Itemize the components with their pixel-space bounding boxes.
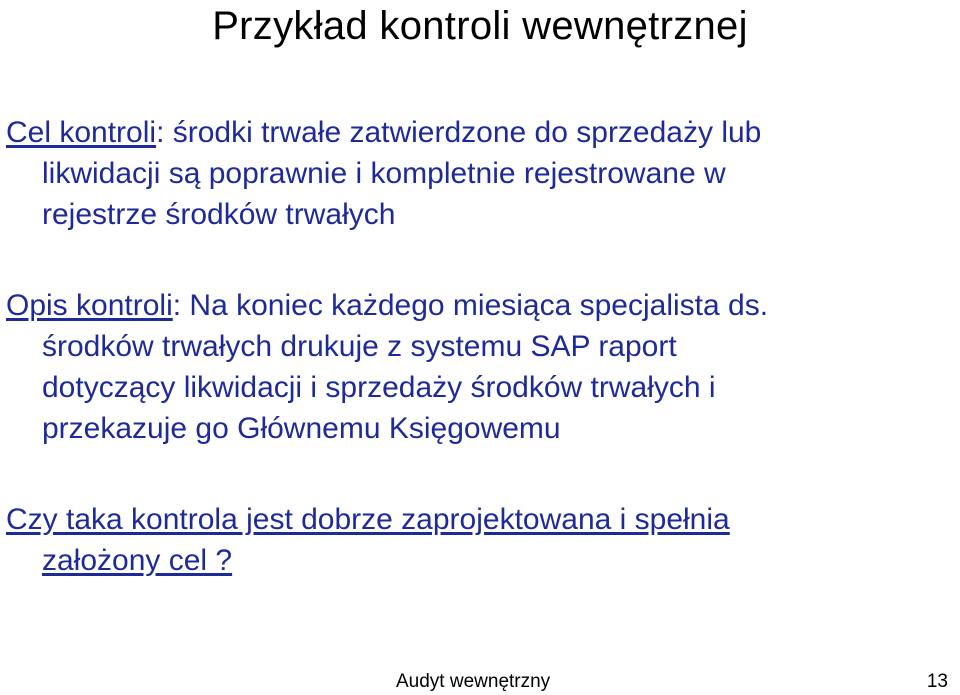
control-description-text-2: środków trwałych drukuje z systemu SAP raport: [42, 330, 677, 363]
control-goal-colon: :: [156, 116, 165, 149]
control-description-colon: :: [172, 289, 182, 322]
control-goal-text-3: rejestrze środków trwałych: [42, 198, 396, 231]
control-description-line-1: [6, 285, 946, 326]
question-text-2: założony cel ?: [42, 544, 233, 577]
question-line-2: [6, 540, 946, 581]
control-description-text-1: Na koniec każdego miesiąca specjalista ds.: [181, 289, 769, 322]
control-goal-line-1: [6, 112, 946, 153]
control-description-text-4: przekazuje go Głównemu Księgowemu: [42, 412, 561, 445]
question-text-1: Czy taka kontrola jest dobrze zaprojektowana i spełnia: [6, 503, 730, 536]
control-goal-text-1: środki trwałe zatwierdzone do sprzedaży lub: [164, 116, 762, 149]
control-goal-text-2: likwidacji są poprawnie i kompletnie rejestrowane w: [42, 157, 726, 190]
slide-title: Przykład kontroli wewnętrznej: [212, 4, 748, 48]
control-description-section: [6, 285, 946, 449]
page-number: 13: [926, 671, 948, 692]
control-description-label: Opis kontroli: [6, 289, 173, 322]
question-section: [6, 499, 946, 581]
control-description-text-3: dotyczący likwidacji i sprzedaży środków trwałych i: [42, 371, 716, 404]
footer-label: Audyt wewnętrzny: [396, 671, 551, 692]
control-goal-label: Cel kontroli: [6, 116, 157, 149]
control-goal-section: [6, 112, 946, 235]
